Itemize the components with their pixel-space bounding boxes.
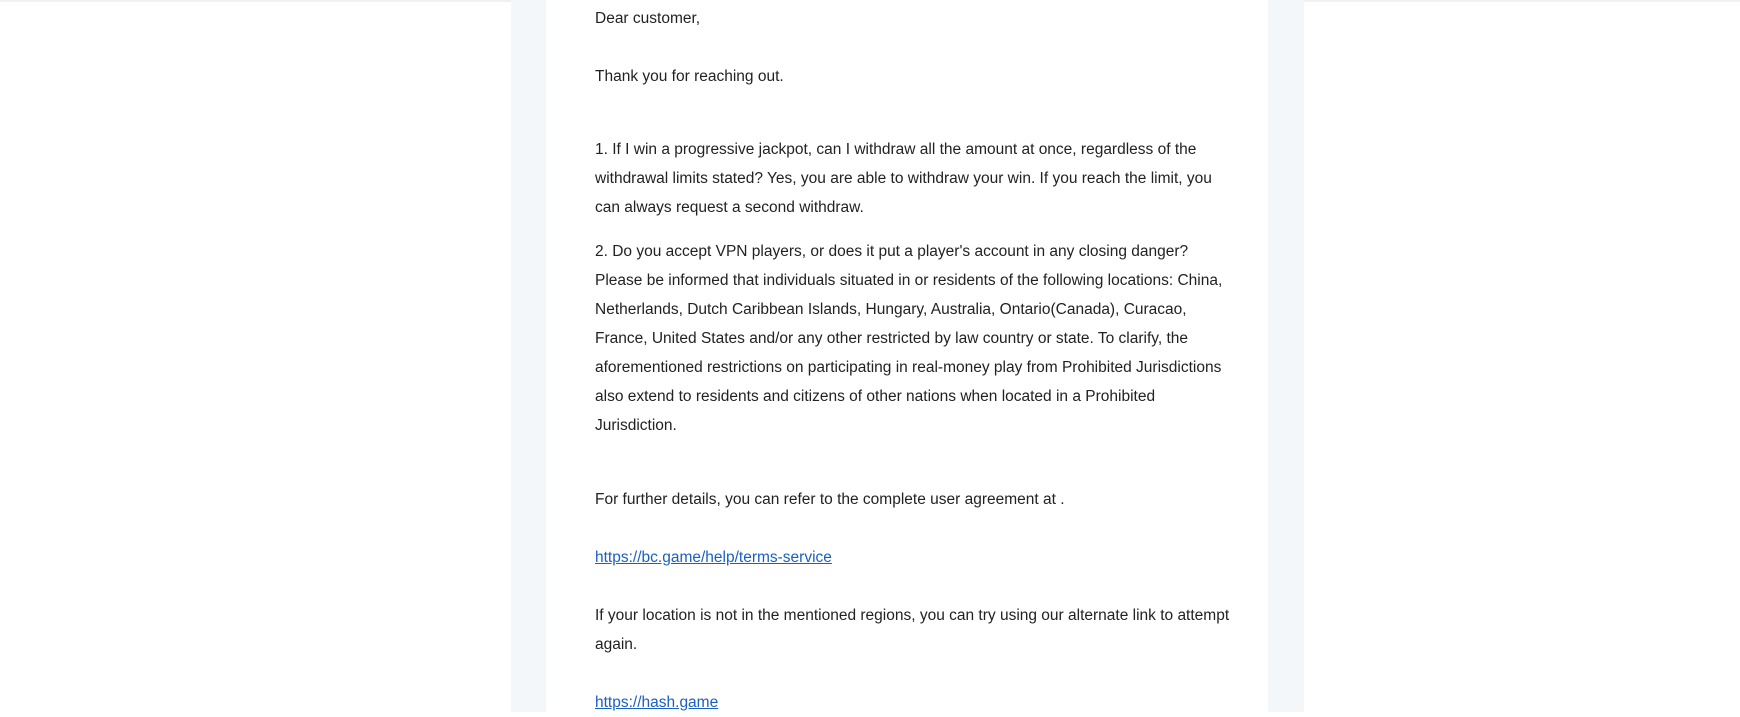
- answer-1-text: 1. If I win a progressive jackpot, can I withdraw all the amount at once, regardless of the withdrawal limits stated? Yes, you are able to withdraw your win. If you reach the limit, you can always request a second withdraw.: [595, 141, 1212, 216]
- email-body: [595, 0, 1231, 717]
- terms-service-link[interactable]: https://bc.game/help/terms-service: [595, 549, 832, 566]
- alternate-link[interactable]: https://hash.game: [595, 694, 719, 711]
- further-details-text: For further details, you can refer to the complete user agreement at .: [595, 491, 1065, 508]
- alternate-text: If your location is not in the mentioned regions, you can try using our alternate link to attempt again.: [595, 607, 1230, 653]
- thanks-text: Thank you for reaching out.: [595, 68, 784, 85]
- greeting-text: Dear customer,: [595, 10, 701, 27]
- answer-2-text: 2. Do you accept VPN players, or does it put a player's account in any closing danger? Please be informed that individuals situated in or residents of the following locations: China, Netherlands, Dutch Caribbean Islands, Hungary, Australia, Ontario(Canada), Curacao, France, United States and/or any other restricted by law country or state. To clarify, the aforementioned restrictions on participating in real-money play from Prohibited Jurisdictions also extend to residents and citizens of other nations when located in a Prohibited Jurisdiction.: [595, 243, 1223, 434]
